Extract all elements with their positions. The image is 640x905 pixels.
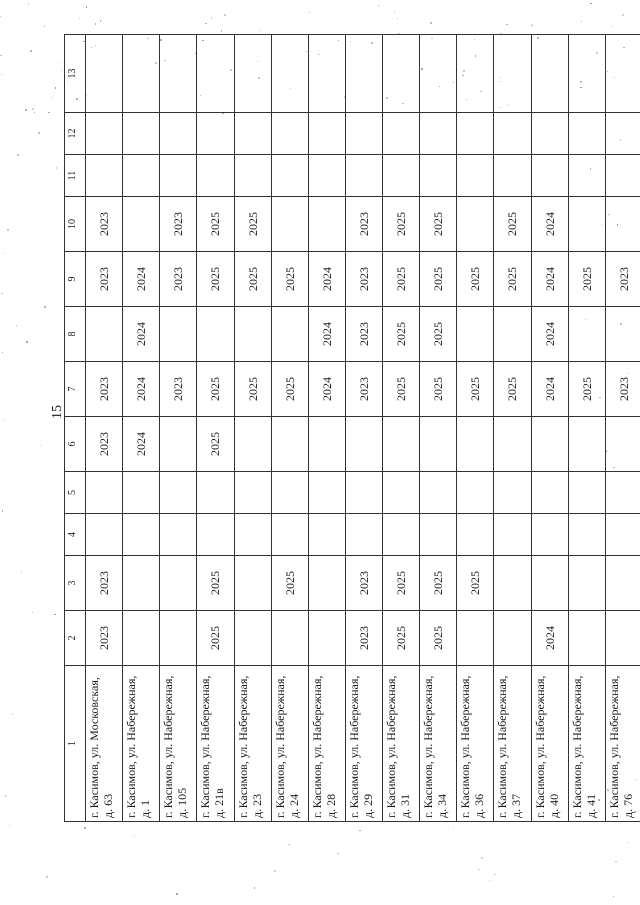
year-cell [123, 472, 160, 514]
table-row [271, 35, 308, 822]
scan-speck [40, 445, 41, 446]
scan-speck [224, 14, 226, 16]
scan-speck [86, 6, 88, 8]
year-cell: 2025 [420, 307, 457, 362]
scan-speck [359, 830, 361, 832]
year-cell [531, 155, 568, 197]
year-cell: 2024 [308, 252, 345, 307]
address-cell: г. Касимов, ул. Московская, д. 63 [86, 666, 123, 822]
year-cell [494, 307, 531, 362]
scan-speck [481, 857, 483, 859]
year-cell [605, 155, 640, 197]
scan-speck [2, 352, 3, 353]
year-cell [457, 472, 494, 514]
scan-speck [100, 20, 101, 21]
scan-speck [394, 12, 396, 14]
year-cell [86, 472, 123, 514]
scan-speck [5, 795, 7, 797]
year-cell: 2025 [197, 611, 234, 666]
year-cell [494, 472, 531, 514]
year-cell: 2023 [86, 197, 123, 252]
year-cell [271, 113, 308, 155]
scan-speck [176, 893, 178, 895]
year-cell [160, 556, 197, 611]
year-cell [605, 197, 640, 252]
year-cell [457, 197, 494, 252]
address-cell: г. Касимов, ул. Набережная, д. 31 [383, 666, 420, 822]
year-cell [420, 417, 457, 472]
year-cell: 2025 [420, 362, 457, 417]
scan-speck [3, 253, 4, 254]
year-cell: 2025 [234, 197, 271, 252]
year-cell: 2023 [86, 611, 123, 666]
scan-speck [44, 25, 45, 26]
year-cell: 2023 [86, 556, 123, 611]
year-cell [605, 417, 640, 472]
year-cell [605, 113, 640, 155]
scan-speck [0, 16, 1, 17]
scan-speck [44, 306, 46, 308]
scan-speck [205, 23, 207, 25]
year-cell [531, 472, 568, 514]
scan-speck [61, 70, 62, 71]
year-cell [568, 417, 605, 472]
scan-speck [84, 827, 86, 829]
scan-speck [211, 17, 212, 18]
year-cell [457, 155, 494, 197]
year-cell [605, 307, 640, 362]
column-header: 5 [65, 472, 86, 514]
table-row [568, 35, 605, 822]
address-cell: г. Касимов, ул. Набережная, д. 21в [197, 666, 234, 822]
year-cell [494, 514, 531, 556]
year-cell [271, 197, 308, 252]
year-cell: 2025 [383, 556, 420, 611]
scan-speck [1, 74, 2, 75]
year-cell [383, 417, 420, 472]
year-cell: 2023 [86, 417, 123, 472]
column-header: 12 [65, 113, 86, 155]
year-cell: 2025 [234, 252, 271, 307]
column-header: 9 [65, 252, 86, 307]
year-cell [457, 113, 494, 155]
year-cell [308, 556, 345, 611]
scan-speck [0, 55, 2, 57]
year-cell: 2024 [308, 307, 345, 362]
year-cell: 2025 [271, 556, 308, 611]
year-cell [86, 514, 123, 556]
year-cell [420, 472, 457, 514]
scan-speck [622, 14, 624, 16]
year-cell [420, 155, 457, 197]
year-cell [123, 197, 160, 252]
year-cell [197, 35, 234, 113]
year-cell [160, 35, 197, 113]
year-cell [568, 514, 605, 556]
table-row [160, 35, 197, 822]
year-cell: 2025 [197, 252, 234, 307]
scan-speck [54, 614, 55, 615]
year-cell [420, 35, 457, 113]
scan-speck [58, 62, 59, 63]
year-cell [234, 307, 271, 362]
year-cell [308, 35, 345, 113]
year-cell [308, 417, 345, 472]
scan-speck [3, 419, 4, 420]
scan-speck [453, 828, 455, 830]
year-cell [123, 556, 160, 611]
scan-speck [378, 5, 379, 6]
year-cell [234, 514, 271, 556]
year-cell [568, 472, 605, 514]
rotated-table-container [64, 35, 640, 822]
address-cell: г. Касимов, ул. Набережная, д. 23 [234, 666, 271, 822]
scan-speck [309, 12, 310, 13]
scan-speck [26, 341, 27, 342]
scan-speck [615, 861, 616, 862]
scan-speck [254, 887, 256, 889]
year-cell [234, 472, 271, 514]
scan-speck [12, 714, 14, 716]
table-row [605, 35, 640, 822]
scan-speck [628, 842, 629, 843]
year-cell [494, 155, 531, 197]
year-cell: 2025 [383, 197, 420, 252]
year-cell: 2025 [197, 556, 234, 611]
scan-speck [46, 876, 48, 878]
year-cell [420, 113, 457, 155]
year-cell [160, 611, 197, 666]
table-row [123, 35, 160, 822]
year-cell [271, 307, 308, 362]
year-cell [271, 417, 308, 472]
scan-speck [613, 896, 615, 898]
address-cell: г. Касимов, ул. Набережная, д. 24 [271, 666, 308, 822]
year-cell [271, 514, 308, 556]
scan-speck [1, 293, 2, 294]
address-cell: г. Касимов, ул. Набережная, д. 105 [160, 666, 197, 822]
year-cell [123, 155, 160, 197]
year-cell [531, 417, 568, 472]
year-cell [160, 155, 197, 197]
year-cell: 2024 [123, 307, 160, 362]
address-cell: г. Касимов, ул. Набережная, д. 40 [531, 666, 568, 822]
year-cell [383, 155, 420, 197]
year-cell [605, 514, 640, 556]
year-cell: 2023 [345, 197, 382, 252]
table-row [383, 35, 420, 822]
year-cell: 2023 [160, 252, 197, 307]
scan-speck [7, 229, 8, 230]
scan-speck [55, 87, 56, 88]
year-cell: 2024 [123, 417, 160, 472]
year-cell: 2023 [605, 362, 640, 417]
table-row [420, 35, 457, 822]
scan-speck [489, 880, 491, 882]
year-cell: 2025 [271, 362, 308, 417]
year-cell [568, 197, 605, 252]
year-cell [197, 113, 234, 155]
year-cell [568, 556, 605, 611]
year-cell [86, 35, 123, 113]
year-cell [457, 307, 494, 362]
table-row [531, 35, 568, 822]
year-cell [605, 35, 640, 113]
year-cell [197, 472, 234, 514]
year-cell [197, 514, 234, 556]
header-row [65, 35, 86, 822]
column-header: 8 [65, 307, 86, 362]
scan-speck [52, 97, 53, 98]
scan-speck [28, 3, 30, 5]
scan-speck [9, 825, 10, 826]
year-cell [605, 611, 640, 666]
year-cell [345, 113, 382, 155]
scan-speck [397, 18, 398, 19]
year-cell: 2024 [123, 362, 160, 417]
year-cell: 2025 [420, 611, 457, 666]
year-cell [160, 472, 197, 514]
year-cell [383, 472, 420, 514]
scan-speck [79, 18, 80, 19]
year-cell [234, 155, 271, 197]
year-cell [345, 514, 382, 556]
column-header: 3 [65, 556, 86, 611]
year-cell: 2025 [420, 252, 457, 307]
year-cell: 2024 [123, 252, 160, 307]
year-cell [494, 556, 531, 611]
year-cell: 2023 [345, 307, 382, 362]
year-cell [123, 514, 160, 556]
year-cell [568, 35, 605, 113]
year-cell [494, 35, 531, 113]
scan-speck [25, 109, 27, 111]
year-cell [308, 113, 345, 155]
year-cell [345, 35, 382, 113]
year-cell: 2025 [197, 362, 234, 417]
year-cell [308, 155, 345, 197]
year-cell: 2023 [86, 362, 123, 417]
year-cell [605, 472, 640, 514]
year-cell [271, 472, 308, 514]
year-cell [494, 611, 531, 666]
year-cell [271, 35, 308, 113]
page-number: 15 [50, 405, 65, 419]
year-cell [308, 197, 345, 252]
scan-speck [34, 112, 35, 113]
column-header: 10 [65, 197, 86, 252]
scan-speck [56, 167, 58, 169]
scan-speck [30, 50, 32, 52]
year-cell: 2025 [234, 362, 271, 417]
year-cell: 2023 [605, 252, 640, 307]
table-row [345, 35, 382, 822]
year-cell [234, 417, 271, 472]
table-row [86, 35, 123, 822]
scan-speck [494, 874, 496, 876]
scan-speck [16, 325, 17, 326]
year-cell: 2025 [494, 197, 531, 252]
year-cell: 2023 [345, 611, 382, 666]
table-row [197, 35, 234, 822]
address-cell: г. Касимов, ул. Набережная, д. 36 [457, 666, 494, 822]
scan-speck [531, 25, 532, 26]
year-cell [123, 113, 160, 155]
year-cell: 2025 [420, 556, 457, 611]
year-cell [308, 514, 345, 556]
year-cell [531, 35, 568, 113]
table-row [457, 35, 494, 822]
scan-speck [95, 23, 96, 24]
year-cell [160, 417, 197, 472]
column-header: 4 [65, 514, 86, 556]
year-cell: 2025 [457, 252, 494, 307]
scan-speck [337, 853, 339, 855]
year-cell: 2024 [531, 197, 568, 252]
scan-speck [590, 3, 592, 5]
scan-speck [612, 26, 613, 27]
year-cell: 2025 [420, 197, 457, 252]
address-cell: г. Касимов, ул. Набережная, д. 34 [420, 666, 457, 822]
year-cell [345, 472, 382, 514]
year-cell [457, 611, 494, 666]
year-cell [160, 113, 197, 155]
scan-speck [34, 105, 35, 106]
year-cell [86, 113, 123, 155]
table-row [234, 35, 271, 822]
year-cell: 2025 [383, 307, 420, 362]
year-cell: 2024 [531, 307, 568, 362]
year-cell: 2025 [568, 362, 605, 417]
scan-speck [274, 870, 276, 872]
year-cell: 2025 [494, 362, 531, 417]
year-cell: 2025 [197, 417, 234, 472]
address-cell: г. Касимов, ул. Набережная, д. 29 [345, 666, 382, 822]
year-cell: 2025 [457, 556, 494, 611]
year-cell [160, 514, 197, 556]
address-cell: г. Касимов, ул. Набережная, д. 37 [494, 666, 531, 822]
year-cell [457, 417, 494, 472]
year-cell: 2023 [345, 556, 382, 611]
year-cell [197, 307, 234, 362]
year-cell: 2023 [160, 362, 197, 417]
year-cell [383, 113, 420, 155]
address-cell: г. Касимов, ул. Набережная, д. 28 [308, 666, 345, 822]
year-cell: 2025 [383, 611, 420, 666]
year-cell: 2023 [345, 362, 382, 417]
year-cell [531, 514, 568, 556]
year-cell [494, 113, 531, 155]
scan-speck [478, 869, 480, 871]
year-cell [234, 556, 271, 611]
year-cell [531, 113, 568, 155]
year-cell: 2023 [160, 197, 197, 252]
year-cell: 2025 [271, 252, 308, 307]
year-cell [345, 155, 382, 197]
scan-speck [21, 571, 22, 572]
year-cell [86, 155, 123, 197]
year-cell [531, 556, 568, 611]
column-header: 13 [65, 35, 86, 113]
year-cell: 2025 [568, 252, 605, 307]
year-cell: 2024 [308, 362, 345, 417]
scan-speck [288, 844, 289, 845]
column-header: 1 [65, 666, 86, 822]
year-cell [383, 35, 420, 113]
scan-speck [134, 835, 136, 837]
column-header: 7 [65, 362, 86, 417]
year-cell [383, 514, 420, 556]
year-cell: 2025 [457, 362, 494, 417]
year-cell [494, 417, 531, 472]
year-cell [420, 514, 457, 556]
year-cell [605, 556, 640, 611]
year-cell: 2025 [494, 252, 531, 307]
year-cell: 2023 [345, 252, 382, 307]
data-table [64, 34, 640, 822]
scan-speck [2, 510, 4, 512]
year-cell [457, 514, 494, 556]
year-cell [197, 155, 234, 197]
year-cell [123, 35, 160, 113]
year-cell [123, 611, 160, 666]
scan-speck [430, 22, 431, 23]
year-cell [234, 611, 271, 666]
year-cell [86, 307, 123, 362]
year-cell [568, 611, 605, 666]
column-header: 2 [65, 611, 86, 666]
year-cell: 2024 [531, 611, 568, 666]
column-header: 11 [65, 155, 86, 197]
scan-speck [506, 24, 508, 26]
column-header: 6 [65, 417, 86, 472]
scan-speck [32, 612, 33, 613]
scan-speck [581, 21, 582, 22]
scan-speck [17, 154, 19, 156]
year-cell: 2025 [197, 197, 234, 252]
year-cell [234, 35, 271, 113]
year-cell [568, 307, 605, 362]
year-cell [568, 155, 605, 197]
year-cell: 2024 [531, 362, 568, 417]
scan-speck [259, 30, 260, 31]
scan-speck [221, 30, 223, 32]
year-cell [308, 472, 345, 514]
year-cell [308, 611, 345, 666]
address-cell: г. Касимов, ул. Набережная, д. 76 [605, 666, 640, 822]
year-cell [234, 113, 271, 155]
scan-speck [38, 132, 40, 134]
table-row [308, 35, 345, 822]
year-cell [271, 155, 308, 197]
table-row [494, 35, 531, 822]
scan-speck [48, 112, 49, 113]
year-cell [457, 35, 494, 113]
address-cell: г. Касимов, ул. Набережная, д. 41 [568, 666, 605, 822]
year-cell: 2025 [383, 252, 420, 307]
year-cell [345, 417, 382, 472]
year-cell: 2025 [383, 362, 420, 417]
year-cell: 2024 [531, 252, 568, 307]
year-cell [568, 113, 605, 155]
year-cell: 2023 [86, 252, 123, 307]
scan-speck [32, 108, 34, 110]
year-cell [271, 611, 308, 666]
year-cell [160, 307, 197, 362]
address-cell: г. Касимов, ул. Набережная, д. 1 [123, 666, 160, 822]
